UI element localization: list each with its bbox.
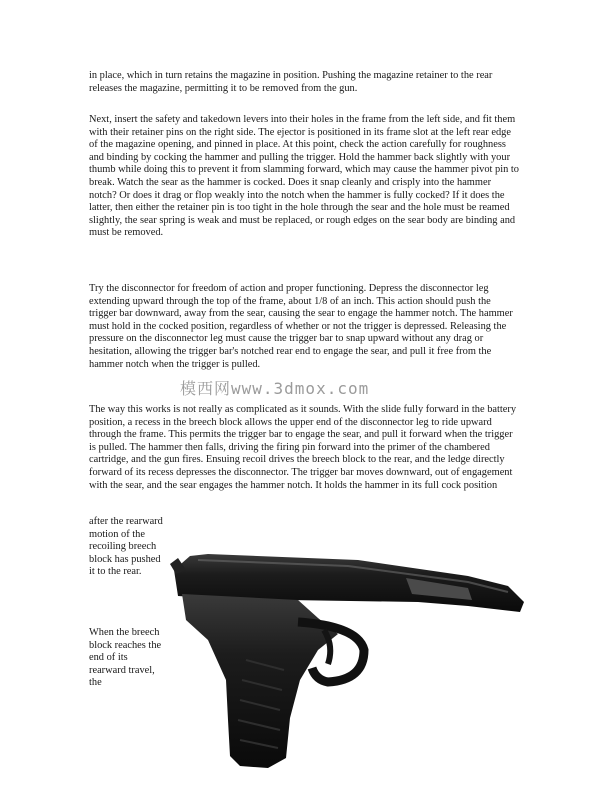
pistol-photo bbox=[168, 530, 534, 780]
paragraph-breech-block-rear: after the rearward motion of the recoiling breech block has pushed it to the rear. bbox=[89, 516, 163, 578]
paragraph-breech-block-travel: When the breech block reaches the end of its rearward travel, the bbox=[89, 627, 162, 689]
paragraph-safety-levers: Next, insert the safety and takedown levers into their holes in the frame from the left side, and fit them with their retainer pins on the right side. The ejector is positioned in its frame slot at the left rear edge of the magazine opening, and pinned in place. At this point, check the action carefully for roughness and binding by cocking the hammer and pulling the trigger. Hold the hammer back slightly with your thumb while doing this to prevent it from slamming forward, which may cause the hammer pivot pin to break. Watch the sear as the hammer is cocked. Does it snap cleanly and crisply into the hammer notch? Or does it drag or flop weakly into the notch when the hammer is fully cocked? If it does the latter, then either the retainer pin is too tight in the hole through the sear and the hole must be reamed slightly, the sear spring is weak and must be replaced, or rough edges on the sear body are binding and must be removed. bbox=[89, 114, 519, 239]
paragraph-magazine-retainer: in place, which in turn retains the magazine in position. Pushing the magazine retainer to the rear releases the magazine, permitting it to be removed from the gun. bbox=[89, 70, 493, 94]
paragraph-how-it-works: The way this works is not really as complicated as it sounds. With the slide fully forward in the battery position, a recess in the breech block allows the upper end of the disconnector leg to ride upward through the frame. This permits the trigger bar to engage the sear, and pull it forward when the trigger is pulled. The hammer then falls, driving the firing pin forward into the primer of the chambered cartridge, and the gun fires. Ensuing recoil drives the breech block to the rear, and the ledge directly forward of its recess depresses the disconnector. The trigger bar moves downward, out of engagement with the sear, and the sear engages the hammer notch. It holds the hammer in its full cock position bbox=[89, 404, 517, 491]
paragraph-disconnector: Try the disconnector for freedom of action and proper functioning. Depress the disconnector leg extending upward through the top of the frame, about 1/8 of an inch. This action should push the trigger bar downward, away from the sear, causing the sear to engage the hammer notch. The hammer must hold in the cocked position, regardless of whether or not the trigger is depressed. Releasing the pressure on the disconnector leg must cause the trigger bar to snap upward without any drag or hesitation, allowing the trigger bar's notched rear end to engage the sear, and pull it free from the hammer notch when the trigger is pulled. bbox=[89, 283, 513, 370]
watermark-text: 模西网www.3dmox.com bbox=[180, 379, 370, 398]
